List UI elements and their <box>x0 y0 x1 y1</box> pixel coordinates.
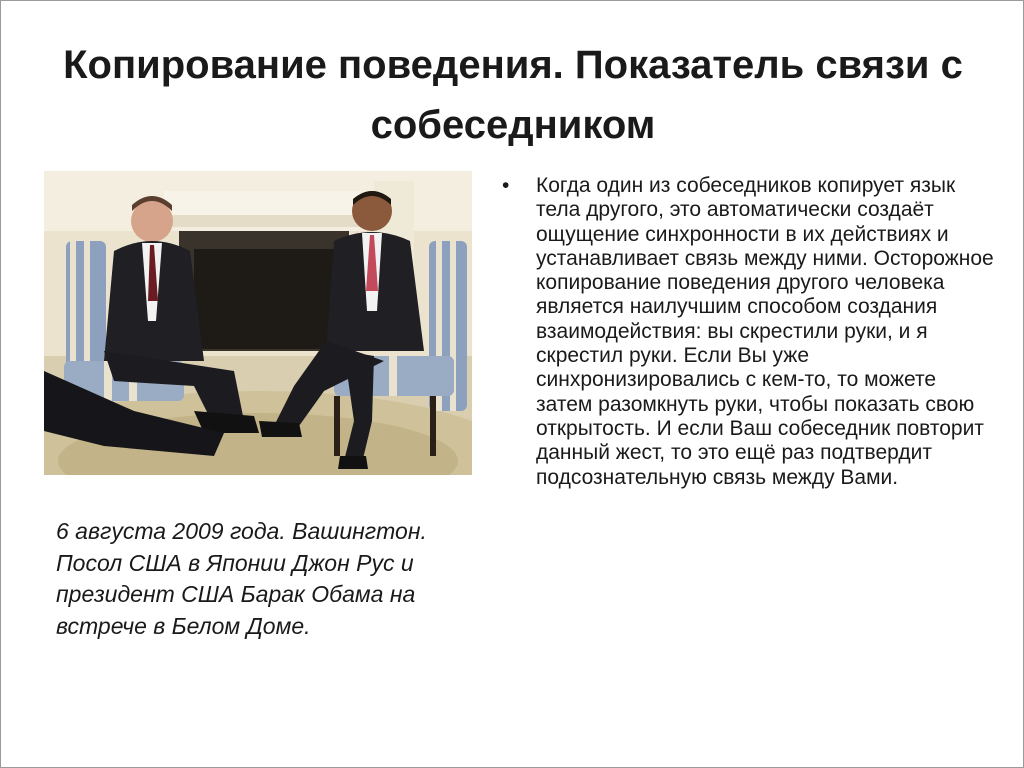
body-list <box>498 174 998 490</box>
body-paragraph <box>498 174 998 490</box>
slide-title: Копирование поведения. Показатель связи с собеседником <box>63 43 963 147</box>
photo-caption: 6 августа 2009 года. Вашингтон. Посол США в Японии Джон Рус и президент США Барак Обама на встрече в Белом Доме. <box>56 518 427 639</box>
body-text: Когда один из собеседников копирует язык тела другого, это автоматически создаёт ощущение синхронности в их действиях и устанавливает связь между ними. Осторожное копирование поведения другого человека является наилучшим способом создания взаимодействия: вы скрестили руки, и я скрестил руки. Если Вы уже синхронизировались с кем-то, то можете затем разомкнуть руки, чтобы показать свою открытость. И если Ваш собеседник повторит данный жест, то это ещё раз подтвердит подсознательную связь между Вами. <box>536 174 994 489</box>
bullet-icon: • <box>502 174 510 197</box>
meeting-photo <box>44 171 472 475</box>
photo-illustration <box>44 171 472 475</box>
